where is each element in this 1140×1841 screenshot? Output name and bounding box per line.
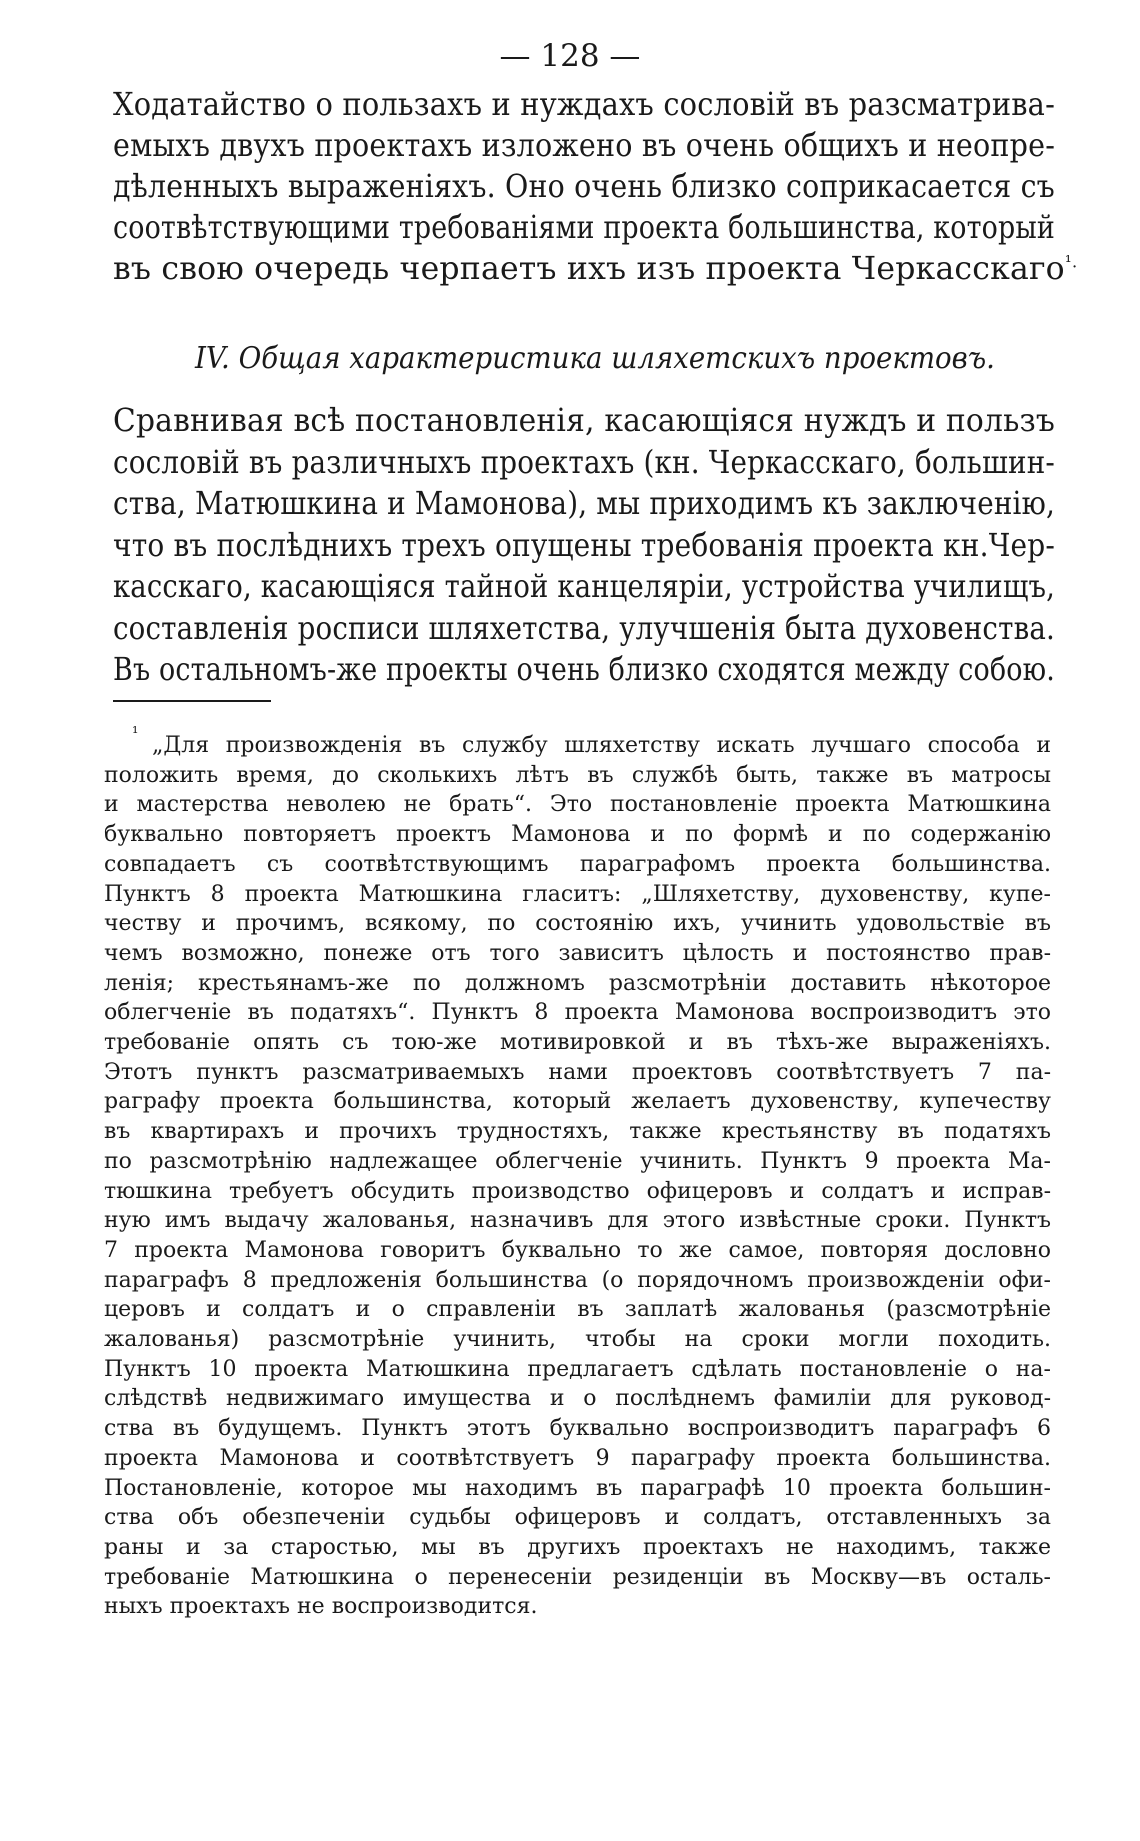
paragraph-2-line: касскаго, касающіяся тайной канцеляріи, устройства училищъ, [113,569,1056,605]
paragraph-2-line: ства, Матюшкина и Мамонова), мы приходимъ къ заключенію, [113,486,1056,522]
footnote-line: въ квартирахъ и прочихъ трудностяхъ, также крестьянству въ податяхъ [104,1119,1051,1145]
footnote-line: ныхъ проектахъ не воспроизводится. [104,1594,538,1620]
footnote-line: Пунктъ 8 проекта Матюшкина гласитъ: „Шляхетству, духовенству, купе- [104,881,1051,907]
footnote-line: и мастерства неволею не брать“. Это постановленіе проекта Матюшкина [104,792,1051,818]
paragraph-2-line: что въ послѣднихъ трехъ опущены требованія проекта кн.Чер- [113,527,1056,564]
footnote-line: раны и за старостью, мы въ другихъ проектахъ не находимъ, также [104,1534,1051,1560]
footnote-line: ную имъ выдачу жалованья, назначивъ для этого извѣстные сроки. Пунктъ [104,1208,1052,1234]
paragraph-1-line: въ свою очередь черпаетъ ихъ изъ проекта Черкасскаго$^{^1.}$ [113,251,1078,287]
footnote-line: Пунктъ 10 проекта Матюшкина предлагаетъ сдѣлать постановленіе о на- [104,1356,1051,1382]
footnote-line: буквально повторяетъ проектъ Мамонова и по формѣ и по содержанію [104,822,1052,848]
paragraph-2-line: сословій въ различныхъ проектахъ (кн. Черкасскаго, большин- [113,444,1056,481]
footnote-line: жалованья) разсмотрѣніе учинить, чтобы на сроки могли походить. [104,1327,1051,1352]
footnote-line: слѣдствѣ недвижимаго имущества и о послѣднемъ фамиліи для руковод- [104,1386,1052,1412]
paragraph-1-line: Ходатайство о пользахъ и нуждахъ сословій въ разсматрива- [113,87,1056,123]
footnote-reference-mark: ¹. [1064,252,1078,273]
paragraph-1-line: емыхъ двухъ проектахъ изложено въ очень общихъ и неопре- [113,128,1056,164]
footnote-separator [113,700,271,702]
footnote-line: требованіе Матюшкина о перенесеніи резиденціи въ Москву—въ осталь- [104,1564,1051,1590]
footnote-line: честву и прочимъ, всякому, по состоянію ихъ, учинить удовольствіе въ [104,911,1052,937]
footnote-line: тюшкина требуетъ обсудить производство офицеровъ и солдатъ и исправ- [104,1178,1052,1204]
footnote-line: „Для произвожденія въ службу шляхетству искать лучшаго способа и [152,733,1052,758]
footnote-line: положить время, до сколькихъ лѣтъ въ службѣ быть, также въ матросы [104,762,1051,788]
footnote-line: облегченіе въ податяхъ“. Пунктъ 8 проекта Мамонова воспроизводитъ это [104,1000,1052,1026]
footnote-mark: ¹ [132,723,139,742]
paragraph-2-line: Сравнивая всѣ постановленія, касающіяся нуждъ и пользъ [113,403,1055,439]
paragraph-2-line: составленія росписи шляхетства, улучшенія быта духовенства. [113,610,1055,647]
paragraph-1-line: соотвѣтствующими требованіями проекта большинства, который [113,210,1056,246]
footnote-line: ства объ обезпеченіи судьбы офицеровъ и солдатъ, отставленныхъ за [104,1505,1052,1531]
footnote-line: ленія; крестьянамъ-же по должномъ разсмотрѣніи доставить нѣкоторое [104,970,1052,996]
section-heading: IV. Общая характеристика шляхетскихъ проектовъ. [195,341,995,376]
footnote-line: Постановленіе, которое мы находимъ въ параграфѣ 10 проекта большин- [104,1475,1051,1501]
page-number: — 128 — [499,38,641,74]
paragraph-1-line: дѣленныхъ выраженіяхъ. Оно очень близко соприкасается съ [113,169,1055,205]
footnote-line: требованіе опять съ тою-же мотивировкой и въ тѣхъ-же выраженіяхъ. [104,1030,1052,1055]
footnote-line: ства въ будущемъ. Пунктъ этотъ буквально воспроизводитъ параграфъ 6 [104,1416,1051,1442]
footnote-line: проекта Мамонова и соотвѣтствуетъ 9 параграфу проекта большинства. [104,1445,1052,1471]
footnote-line: по разсмотрѣнію надлежащее облегченіе учинить. Пунктъ 9 проекта Ма- [104,1148,1051,1174]
footnote-line: 7 проекта Мамонова говоритъ буквально то же самое, повторяя дословно [104,1237,1052,1263]
footnote-line: Этотъ пунктъ разсматриваемыхъ нами проектовъ соотвѣтствуетъ 7 па- [104,1059,1052,1085]
footnote-line: раграфу проекта большинства, который желаетъ духовенству, купечеству [104,1089,1051,1115]
footnote-line: чемъ возможно, понеже отъ того зависитъ цѣлость и постоянство прав- [104,940,1052,966]
footnote-line: церовъ и солдатъ и о справленіи въ заплатѣ жалованья (разсмотрѣніе [104,1297,1052,1323]
footnote-line: параграфъ 8 предложенія большинства (о порядочномъ произвожденіи офи- [104,1267,1051,1293]
paragraph-2-line: Въ остальномъ-же проекты очень близко сходятся между собою. [113,652,1055,688]
footnote-line: совпадаетъ съ соотвѣтствующимъ параграфомъ проекта большинства. [104,851,1052,877]
